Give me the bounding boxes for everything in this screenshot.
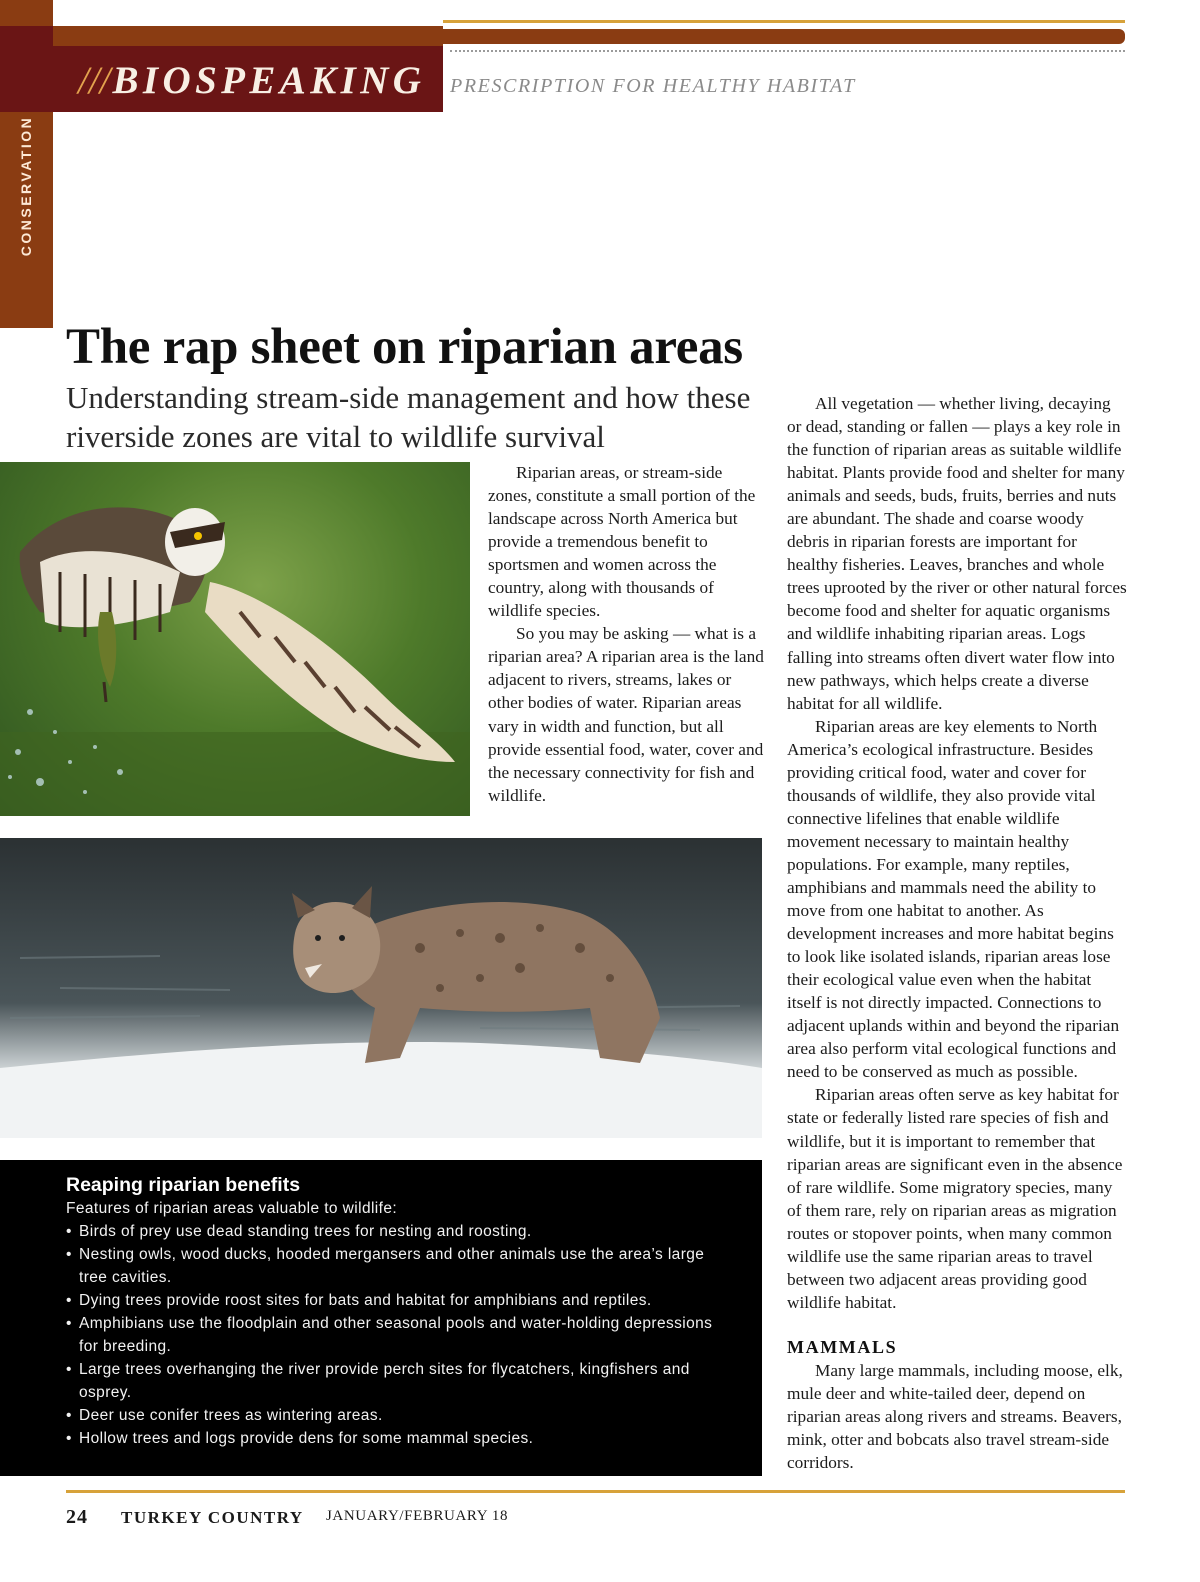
osprey-illustration [0,462,470,816]
article-column-a [488,461,766,807]
section-tab-label: CONSERVATION [18,115,34,257]
bobcat-photo [0,838,762,1138]
footer-rule [66,1490,1125,1493]
body-paragraph: All vegetation — whether living, decaying or dead, standing or fallen — plays a key role in the function of riparian areas as suitable wildlife habitat. Plants provide food and shelter for many animals and seeds, buds, fruits, berries and nuts are abundant. The shade and coarse woody debris in riparian forests are important for healthy fisheries. Leaves, branches and whole trees uprooted by the river or other natural forces become food and shelter for aquatic organisms and wildlife inhabiting riparian areas. Logs falling into streams often divert water flow into new pathways, which helps create a diverse habitat for all wildlife. [787,394,1127,713]
magazine-name: TURKEY COUNTRY [121,1508,304,1527]
article-column-b [787,392,1127,1474]
header-rule-dotted [450,50,1125,52]
sidebar-list-item: • Amphibians use the floodplain and other seasonal pools and water-holding depressions for breeding. [66,1312,732,1358]
sidebar-box [0,1160,762,1476]
body-paragraph: Riparian areas, or stream-side zones, constitute a small portion of the landscape across North America but provide a tremendous benefit to sportsmen and women across the country, along with thousands of wildlife species. [488,463,756,621]
section-spacer [787,1314,1127,1336]
sidebar-list-item: • Deer use conifer trees as wintering areas. [66,1404,732,1427]
issue-date: JANUARY/FEBRUARY 18 [326,1508,509,1524]
sidebar-title: Reaping riparian benefits [66,1174,301,1196]
sidebar-list-item: • Birds of prey use dead standing trees for nesting and roosting. [66,1220,732,1243]
page-number: 24 [66,1506,88,1528]
kicker-slashes: /// [78,59,111,102]
department-subtitle: PRESCRIPTION FOR HEALTHY HABITAT [450,75,856,97]
sidebar-list-item: • Nesting owls, wood ducks, hooded mergansers and other animals use the area’s large tree cavities. [66,1243,732,1289]
department-kicker [78,58,425,103]
bobcat-illustration [0,838,762,1138]
osprey-photo [0,462,470,816]
article-deck: Understanding stream-side management and how these riverside zones are vital to wildlife survival [66,380,751,454]
header-band-accent [53,26,443,46]
kicker-text: BIOSPEAKING [112,59,426,102]
article-headline: The rap sheet on riparian areas [66,319,743,375]
header-rule-gold [443,20,1125,23]
body-paragraph: Many large mammals, including moose, elk, mule deer and white-tailed deer, depend on riparian areas along rivers and streams. Beavers, mink, otter and bobcats also travel stream-side corridors. [787,1360,1123,1473]
sidebar-intro: Features of riparian areas valuable to wildlife: [66,1200,398,1217]
sidebar-list [66,1220,732,1450]
body-paragraph: Riparian areas are key elements to North America’s ecological infrastructure. Besides providing critical food, water and cover for thousands of wildlife, they also provide vital connective lifelines that enable wildlife movement necessary to maintain healthy populations. For example, many reptiles, amphibians and mammals need the ability to move from one habitat to another. As development increases and more habitat begins to look like isolated islands, riparian areas lose their ecological value even when the habitat itself is not directly impacted. Connections to adjacent uplands within and beyond the riparian area also perform vital ecological functions and need to be conserved as much as possible. [787,716,1120,1082]
sidebar-list-item: • Hollow trees and logs provide dens for some mammal species. [66,1427,732,1450]
section-heading-mammals: MAMMALS [787,1336,898,1357]
header-rule-rust [443,29,1125,44]
body-paragraph: So you may be asking — what is a riparian area? A riparian area is the land adjacent to rivers, streams, lakes or other bodies of water. Riparian areas vary in width and function, but all provide essential food, water, cover and the necessary connectivity for fish and wildlife. [488,624,764,805]
sidebar-list-item: • Dying trees provide roost sites for bats and habitat for amphibians and reptiles. [66,1289,732,1312]
body-paragraph: Riparian areas often serve as key habitat for state or federally listed rare species of fish and wildlife, but it is important to remember that riparian areas are significant even in the absence of rare wildlife. Some migratory species, many of them rare, rely on riparian areas as migration routes or stopover points, when many common wildlife use the same riparian areas to travel between two adjacent areas providing good wildlife habitat. [787,1085,1123,1312]
sidebar-list-item: • Large trees overhanging the river provide perch sites for flycatchers, kingfishers and osprey. [66,1358,732,1404]
